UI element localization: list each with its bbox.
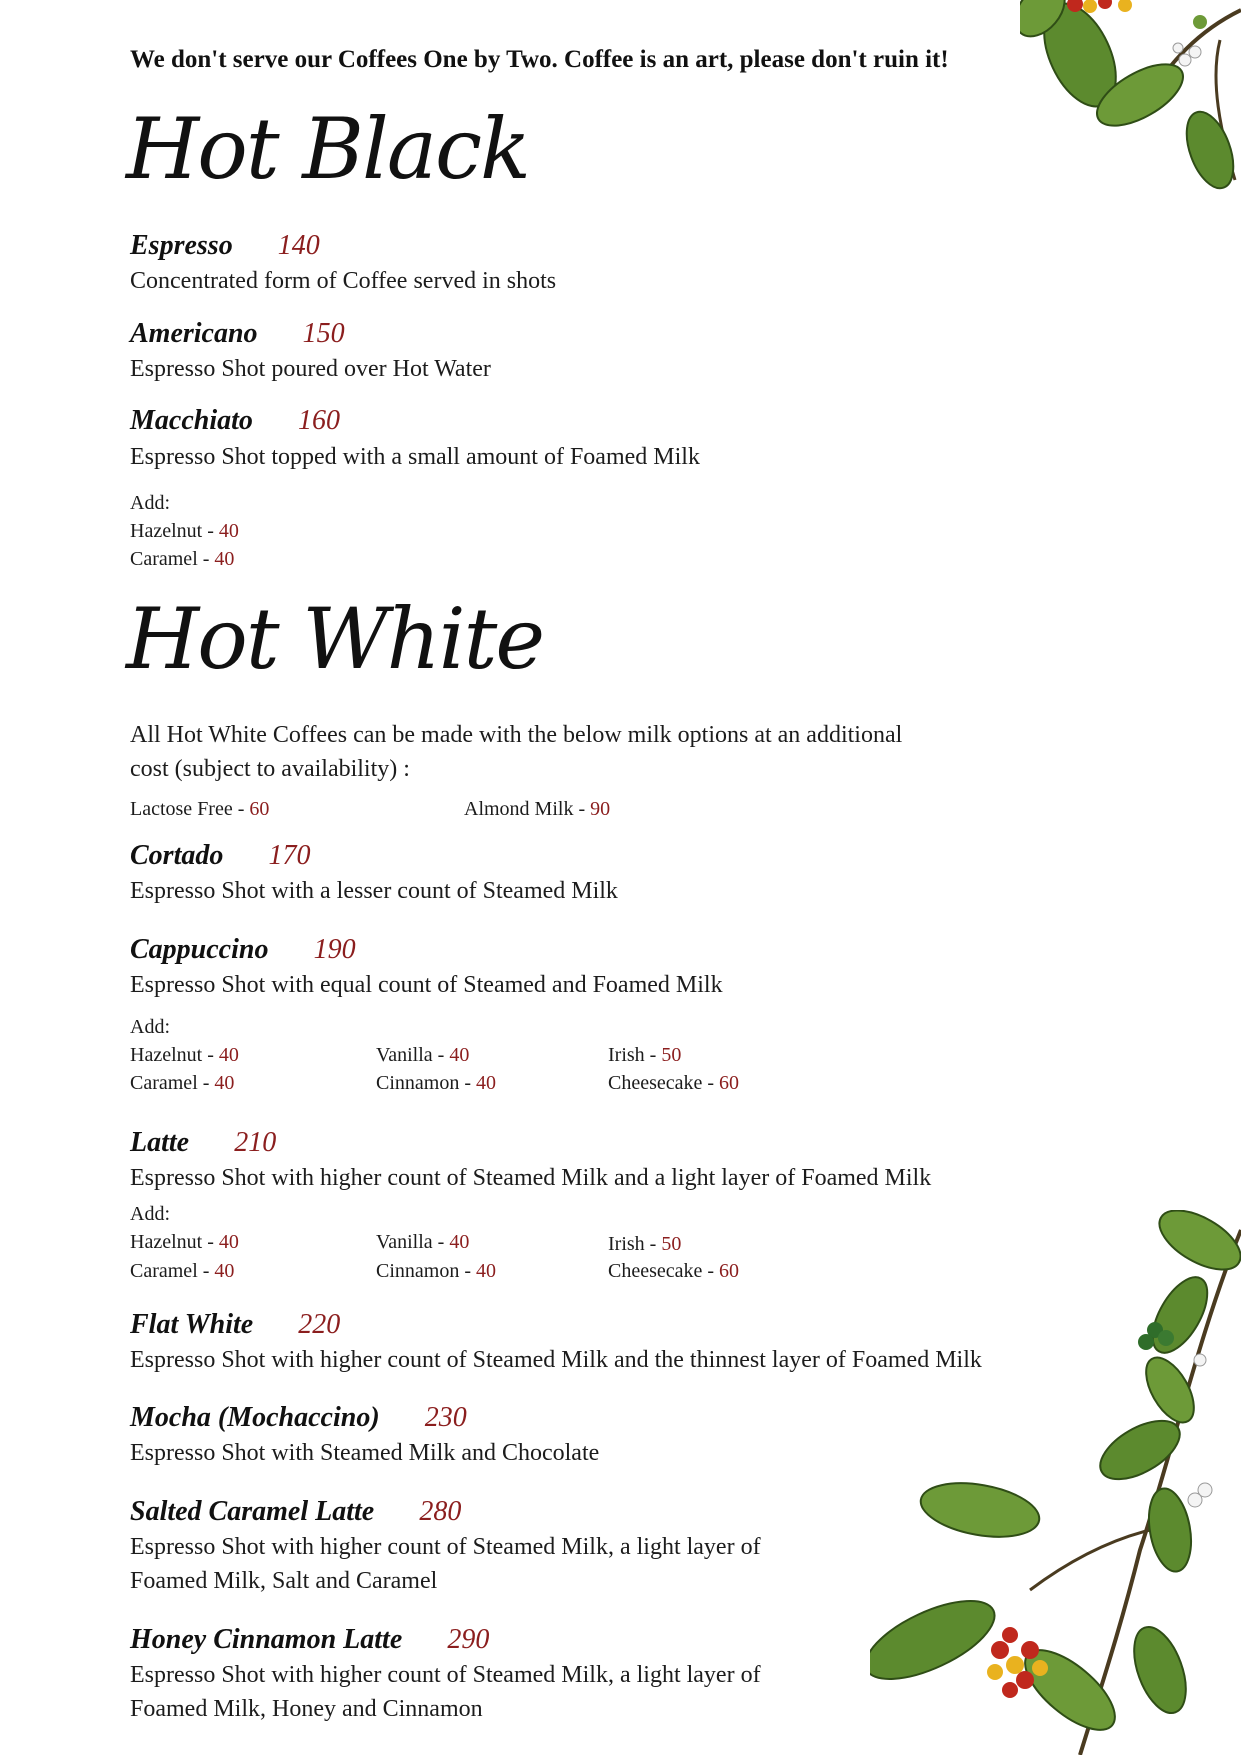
item-description: Espresso Shot with higher count of Steamed Milk and a light layer of Foamed Milk <box>130 1165 932 1191</box>
item-description: Espresso Shot with equal count of Steamed and Foamed Milk <box>130 972 723 998</box>
addon-hazelnut: Hazelnut - 40 <box>130 1231 239 1253</box>
item-price: 160 <box>297 405 340 436</box>
menu-item-americano <box>130 318 345 350</box>
addon-cheesecake: Cheesecake - 60 <box>608 1072 740 1094</box>
menu-item-cappuccino <box>130 934 356 966</box>
item-description-line1: Espresso Shot with higher count of Steamed Milk, a light layer of <box>130 1662 761 1688</box>
item-description: Concentrated form of Coffee served in shots <box>130 268 557 294</box>
menu-item-cortado <box>130 840 310 872</box>
addons-label: Add: <box>130 492 170 514</box>
addon-hazelnut: Hazelnut - 40 <box>130 520 239 542</box>
item-price: 220 <box>298 1309 341 1340</box>
item-description-line2: Foamed Milk, Salt and Caramel <box>130 1568 438 1594</box>
addon-irish: Irish - 50 <box>608 1233 682 1255</box>
menu-item-mocha <box>130 1402 467 1434</box>
item-name: Cappuccino <box>130 934 269 965</box>
item-name: Honey Cinnamon Latte <box>130 1624 403 1655</box>
item-price: 280 <box>419 1496 462 1527</box>
menu-item-macchiato <box>130 405 340 437</box>
addon-cinnamon: Cinnamon - 40 <box>376 1072 496 1094</box>
addon-vanilla: Vanilla - 40 <box>376 1044 470 1066</box>
item-name: Flat White <box>130 1309 254 1340</box>
coffee-branch-top-icon <box>1020 0 1241 200</box>
item-name: Espresso <box>130 230 233 261</box>
addon-caramel: Caramel - 40 <box>130 1260 235 1282</box>
item-price: 210 <box>234 1127 277 1158</box>
item-description: Espresso Shot poured over Hot Water <box>130 356 491 382</box>
addon-irish: Irish - 50 <box>608 1044 682 1066</box>
milk-option-almond: Almond Milk - 90 <box>464 798 611 820</box>
item-description: Espresso Shot with a lesser count of Steamed Milk <box>130 878 618 904</box>
menu-item-espresso <box>130 230 320 262</box>
addons-label: Add: <box>130 1016 170 1038</box>
menu-item-latte <box>130 1127 276 1159</box>
item-price: 140 <box>277 230 320 261</box>
item-description: Espresso Shot with Steamed Milk and Chocolate <box>130 1440 600 1466</box>
item-name: Salted Caramel Latte <box>130 1496 375 1527</box>
item-name: Mocha (Mochaccino) <box>130 1402 380 1433</box>
item-price: 290 <box>447 1624 490 1655</box>
item-name: Macchiato <box>130 405 253 436</box>
menu-tagline: We don't serve our Coffees One by Two. Coffee is an art, please don't ruin it! <box>130 46 949 73</box>
coffee-branch-bottom-icon <box>870 1210 1241 1755</box>
item-description: Espresso Shot topped with a small amount of Foamed Milk <box>130 444 700 470</box>
menu-item-flat-white <box>130 1309 340 1341</box>
item-price: 230 <box>424 1402 467 1433</box>
addon-cinnamon: Cinnamon - 40 <box>376 1260 496 1282</box>
milk-options-intro-line2: cost (subject to availability) : <box>130 756 410 782</box>
addon-vanilla: Vanilla - 40 <box>376 1231 470 1253</box>
item-name: Latte <box>130 1127 190 1158</box>
menu-item-salted-caramel-latte <box>130 1496 461 1528</box>
addon-hazelnut: Hazelnut - 40 <box>130 1044 239 1066</box>
item-description: Espresso Shot with higher count of Steamed Milk and the thinnest layer of Foamed Milk <box>130 1347 982 1373</box>
addon-caramel: Caramel - 40 <box>130 1072 235 1094</box>
section-title-hot-white: Hot White <box>126 590 544 688</box>
item-name: Americano <box>130 318 258 349</box>
section-title-hot-black: Hot Black <box>126 100 529 198</box>
addons-label: Add: <box>130 1203 170 1225</box>
item-name: Cortado <box>130 840 224 871</box>
item-description-line2: Foamed Milk, Honey and Cinnamon <box>130 1696 483 1722</box>
item-description-line1: Espresso Shot with higher count of Steamed Milk, a light layer of <box>130 1534 761 1560</box>
milk-options-intro-line1: All Hot White Coffees can be made with the below milk options at an additional <box>130 722 903 748</box>
menu-item-honey-cinnamon-latte <box>130 1624 489 1656</box>
item-price: 150 <box>302 318 345 349</box>
milk-option-lactose-free: Lactose Free - 60 <box>130 798 270 820</box>
item-price: 170 <box>268 840 311 871</box>
addon-cheesecake: Cheesecake - 60 <box>608 1260 740 1282</box>
item-price: 190 <box>313 934 356 965</box>
addon-caramel: Caramel - 40 <box>130 548 235 570</box>
